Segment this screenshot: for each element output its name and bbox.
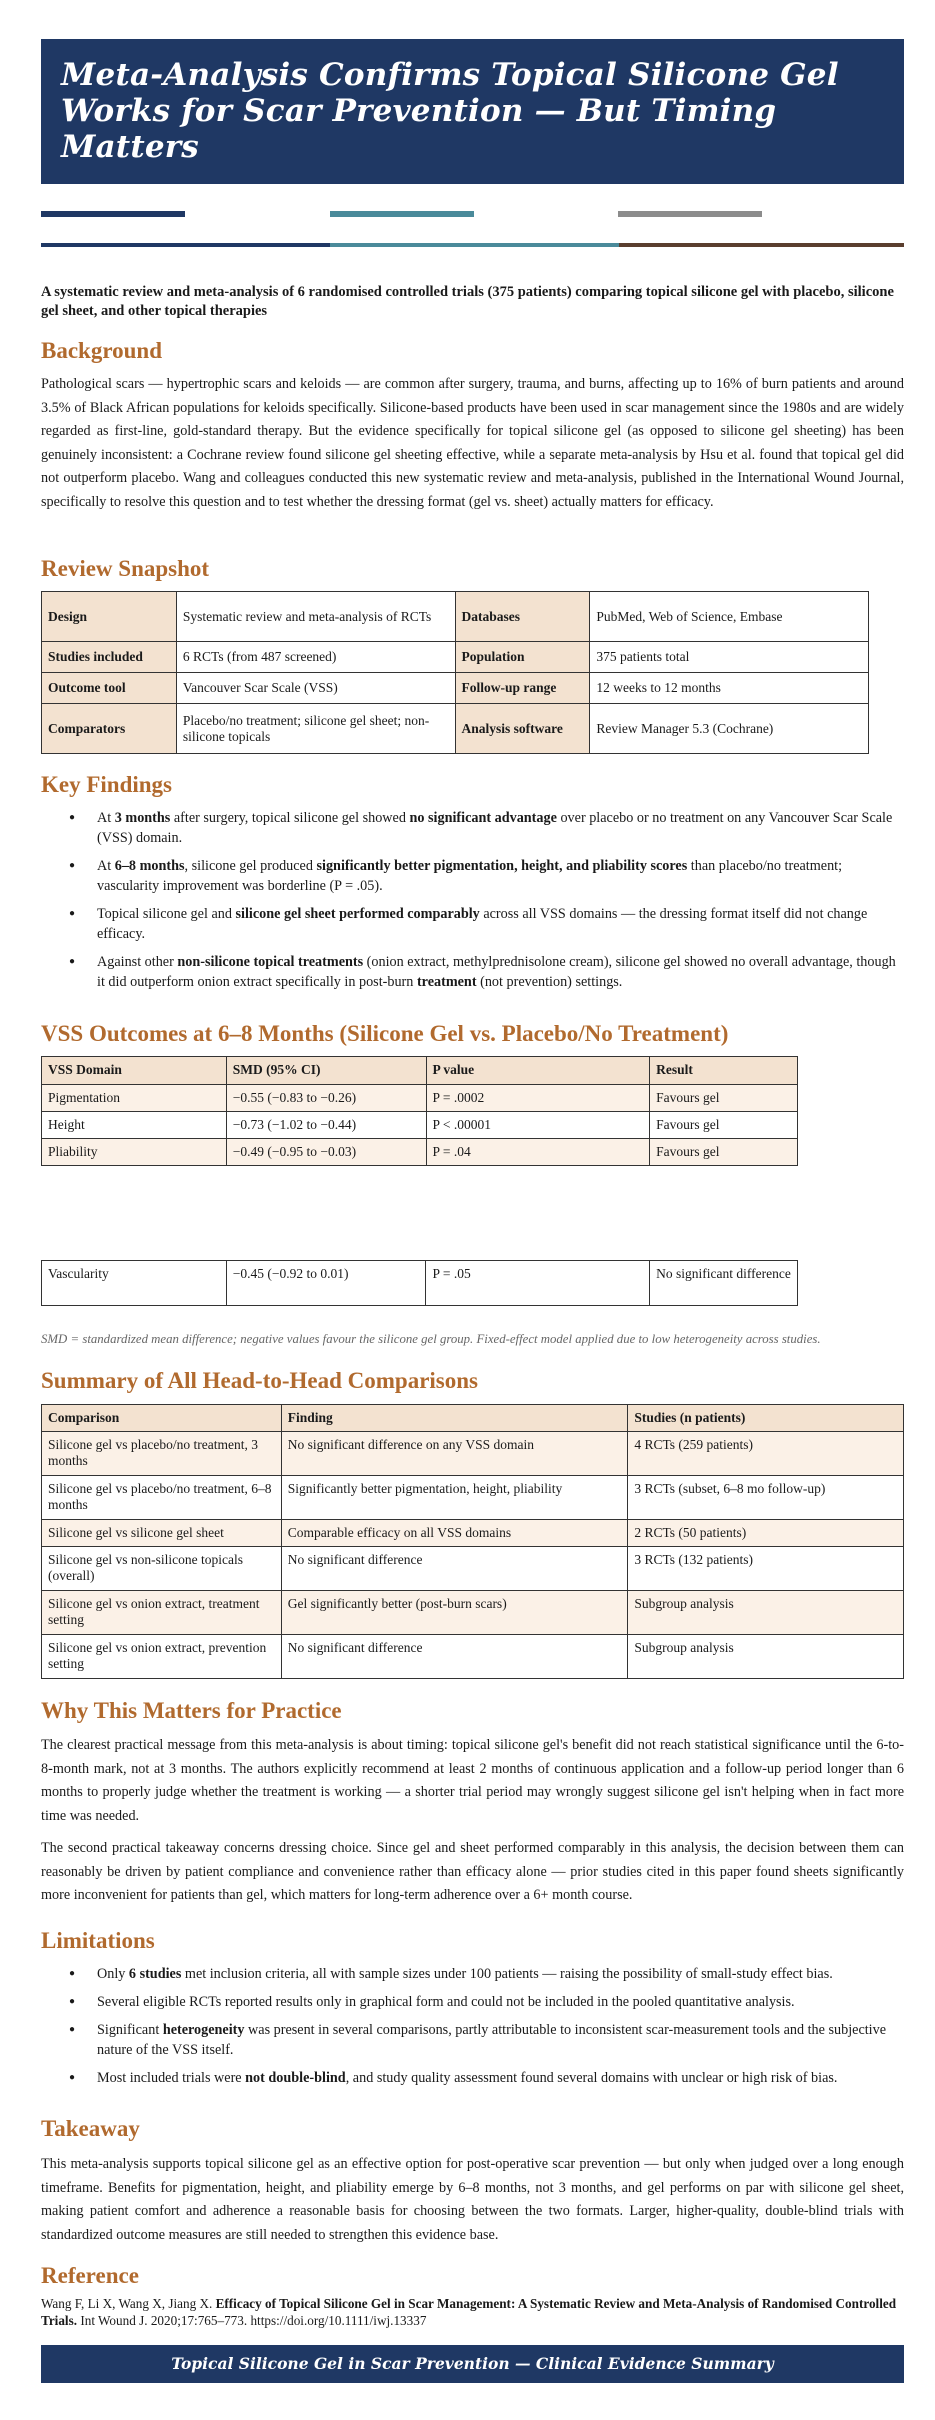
column-header: SMD (95% CI) [226,1057,426,1085]
snapshot-value: Placebo/no treatment; silicone gel sheet; non-silicone topicals [176,704,455,754]
snapshot-value: 12 weeks to 12 months [590,673,869,704]
vss-table [41,1056,798,1166]
background-text: Pathological scars — hypertrophic scars and keloids — are common after surgery, trauma, and burns, affecting up to 16% of burn patients and around 3.5% of Black African populations for keloids specifically. Silicone-based products have been used in scar management since the 1980s and are widely regarded as first-line, gold-standard therapy. But the evidence specifically for topical silicone gel (as opposed to silicone gel sheeting) has been genuinely inconsistent: a Cochrane review found silicone gel sheeting effective, while a separate meta-analysis by Hsu et al. found that topical gel did not outperform placebo. Wang and colleagues conducted this new systematic review and meta-analysis, published in the International Wound Journal, specifically to resolve this question and to test whether the dressing format (gel vs. sheet) actually matters for efficacy. [41,376,904,510]
vss-heading: VSS Outcomes at 6–8 Months (Silicone Gel vs. Placebo/No Treatment) [41,1021,729,1046]
snapshot-row [42,642,869,673]
table-header-row [42,1057,798,1085]
list-item: ● At 6–8 months, silicone gel produced significantly better pigmentation, height, and pliability scores than placebo/no treatment; vascularity improvement was borderline (P = .05). [41,856,904,896]
column-header: Result [650,1057,798,1085]
snapshot-label: Analysis software [455,704,590,754]
accent-bar-grey [618,211,762,217]
snapshot-table [41,591,869,754]
snapshot-label: Design [42,592,177,642]
divider-navy [41,243,330,247]
snapshot-value: 6 RCTs (from 487 screened) [176,642,455,673]
list-item: ● At 3 months after surgery, topical silicone gel showed no significant advantage over placebo or no treatment on any Vancouver Scar Scale (VSS) domain. [41,808,904,848]
reference-authors: Wang F, Li X, Wang X, Jiang X. [41,2296,216,2311]
takeaway-heading: Takeaway [41,2116,140,2141]
table-row: Height −0.73 (−1.02 to −0.44) P < .00001 Favours gel [42,1112,798,1139]
column-header: Finding [281,1405,628,1432]
reference-title: Efficacy of Topical Silicone Gel in Scar Management: A Systematic Review and Meta-Analysis of Randomised Controlled Trials. [41,2296,897,2328]
takeaway-text: This meta-analysis supports topical silicone gel as an effective option for post-operative scar prevention — but only when judged over a long enough timeframe. Benefits for pigmentation, height, and pliability emerge by 6–8 months, not 3 months, and gel performs on par with silicone gel sheet, making patient comfort and adherence a reasonable basis for choosing between the two formats. Larger, higher-quality, double-blind trials with standardized outcome measures are still needed to strengthen this evidence base. [41,2156,904,2243]
practice-heading: Why This Matters for Practice [41,1698,342,1723]
table-row: Silicone gel vs placebo/no treatment, 6–8 months Significantly better pigmentation, height, pliability 3 RCTs (subset, 6–8 mo follow-up) [42,1476,904,1520]
practice-paragraph: The second practical takeaway concerns dressing choice. Since gel and sheet performed comparably in this analysis, the decision between them can reasonably be driven by patient compliance and convenience rather than efficacy alone — prior studies cited in this paper found sheets significantly more inconvenient for patients than gel, which matters for long-term adherence over a 6+ month course. [41,1840,904,1903]
reference-heading: Reference [41,2263,139,2288]
accent-bar-teal [330,211,474,217]
table-footnote: SMD = standardized mean difference; negative values favour the silicone gel group. Fixed-effect model applied due to low heterogeneity across studies. [41,1332,821,1346]
snapshot-value: Vancouver Scar Scale (VSS) [176,673,455,704]
snapshot-value: 375 patients total [590,642,869,673]
accent-bar-navy [41,211,185,217]
snapshot-row [42,592,869,642]
column-header: Comparison [42,1405,282,1432]
limitations-heading: Limitations [41,1928,155,1953]
snapshot-value: Review Manager 5.3 (Cochrane) [590,704,869,754]
snapshot-label: Population [455,642,590,673]
snapshot-value: Systematic review and meta-analysis of RCTs [176,592,455,642]
divider-brown [619,243,904,247]
footer-banner: Topical Silicone Gel in Scar Prevention — Clinical Evidence Summary [41,2345,904,2383]
column-header: Studies (n patients) [628,1405,904,1432]
snapshot-value: PubMed, Web of Science, Embase [590,592,869,642]
table-row: Silicone gel vs onion extract, treatment setting Gel significantly better (post-burn scars) Subgroup analysis [42,1591,904,1635]
list-item: ● Topical silicone gel and silicone gel sheet performed comparably across all VSS domains — the dressing format itself did not change efficacy. [41,904,904,944]
table-row: Silicone gel vs onion extract, prevention setting No significant difference Subgroup analysis [42,1635,904,1679]
table-row: Silicone gel vs silicone gel sheet Comparable efficacy on all VSS domains 2 RCTs (50 patients) [42,1520,904,1547]
column-header: P value [426,1057,650,1085]
list-item: ● Significant heterogeneity was present in several comparisons, partly attributable to inconsistent scar-measurement tools and the subjective nature of the VSS itself. [41,2020,904,2060]
findings-heading: Key Findings [41,772,173,797]
snapshot-label: Studies included [42,642,177,673]
background-heading: Background [41,338,163,363]
subtitle: A systematic review and meta-analysis of 6 randomised controlled trials (375 patients) comparing topical silicone gel with placebo, silicone gel sheet, and other topical therapies [41,284,894,319]
list-item: ● Only 6 studies met inclusion criteria, all with sample sizes under 100 patients — raising the possibility of small-study effect bias. [41,1964,904,1984]
reference-journal: Int Wound J. 2020;17:765–773. https://doi.org/10.1111/iwj.13337 [77,2313,427,2328]
snapshot-row [42,704,869,754]
list-item: ● Several eligible RCTs reported results only in graphical form and could not be included in the pooled quantitative analysis. [41,1992,904,2012]
snapshot-label: Follow-up range [455,673,590,704]
table-row: Vascularity −0.45 (−0.92 to 0.01) P = .05 No significant difference [42,1261,798,1306]
vss-table-continued [41,1260,798,1306]
list-item: ● Against other non-silicone topical treatments (onion extract, methylprednisolone cream), silicone gel showed no overall advantage, though it did outperform onion extract specifically in post-burn treatment (not prevention) settings. [41,952,904,992]
snapshot-label: Outcome tool [42,673,177,704]
comparisons-heading: Summary of All Head-to-Head Comparisons [41,1368,478,1393]
snapshot-heading: Review Snapshot [41,556,210,581]
reference-citation [41,2295,904,2329]
table-row: Pigmentation −0.55 (−0.83 to −0.26) P = .0002 Favours gel [42,1085,798,1112]
page-title: Meta-Analysis Confirms Topical Silicone Gel Works for Scar Prevention — But Timing Matters [61,57,839,165]
table-row: Pliability −0.49 (−0.95 to −0.03) P = .04 Favours gel [42,1139,798,1166]
practice-paragraph: The clearest practical message from this meta-analysis is about timing: topical silicone gel's benefit did not reach statistical significance until the 6-to-8-month mark, not at 3 months. The authors explicitly recommend at least 2 months of continuous application and a follow-up period longer than 6 months to properly judge whether the treatment is working — a shorter trial period may wrongly suggest silicone gel isn't helping when in fact more time was needed. [41,1737,904,1824]
divider-teal [330,243,619,247]
snapshot-row [42,673,869,704]
table-header-row [42,1405,904,1432]
findings-list [41,808,904,1000]
table-row: Silicone gel vs non-silicone topicals (overall) No significant difference 3 RCTs (132 patients) [42,1547,904,1591]
snapshot-label: Comparators [42,704,177,754]
limitations-list [41,1964,904,2096]
title-banner [41,39,904,184]
table-row: Silicone gel vs placebo/no treatment, 3 months No significant difference on any VSS domain 4 RCTs (259 patients) [42,1432,904,1476]
list-item: ● Most included trials were not double-blind, and study quality assessment found several domains with unclear or high risk of bias. [41,2068,904,2088]
comparisons-table [41,1404,904,1679]
column-header: VSS Domain [42,1057,227,1085]
snapshot-label: Databases [455,592,590,642]
